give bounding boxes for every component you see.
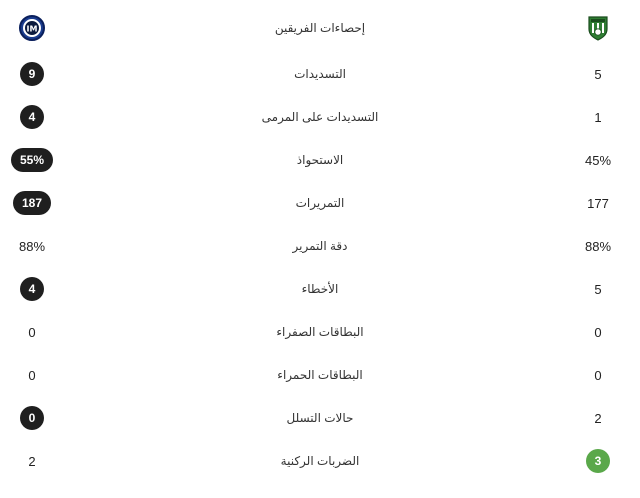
svg-text:IM: IM bbox=[26, 24, 38, 33]
inter-crest-icon bbox=[19, 15, 45, 41]
away-stat-value: 177 bbox=[587, 195, 609, 211]
away-stat-badge: 3 bbox=[586, 449, 610, 473]
away-stat-value: 2 bbox=[594, 410, 602, 426]
stat-row bbox=[0, 355, 640, 395]
stat-row bbox=[0, 398, 640, 438]
inter-monogram-icon bbox=[26, 23, 38, 33]
home-stat-cell bbox=[0, 97, 64, 137]
stat-label: حالات التسلل bbox=[286, 411, 354, 425]
sassuolo-crest-icon bbox=[587, 15, 609, 41]
home-stat-value: 2 bbox=[28, 453, 36, 469]
away-stat-cell bbox=[566, 97, 630, 137]
away-stat-cell bbox=[566, 226, 630, 266]
away-stat-value: 45% bbox=[584, 152, 612, 168]
away-stat-cell bbox=[566, 312, 630, 352]
home-stat-value: 0 bbox=[28, 367, 36, 383]
away-stat-value: 88% bbox=[584, 238, 612, 254]
home-stat-value: 0 bbox=[28, 324, 36, 340]
away-stat-cell bbox=[566, 269, 630, 309]
away-stat-cell bbox=[566, 140, 630, 180]
away-stat-cell bbox=[566, 183, 630, 223]
home-stat-cell bbox=[0, 441, 64, 481]
stat-row bbox=[0, 97, 640, 137]
stat-row bbox=[0, 441, 640, 481]
stat-row bbox=[0, 183, 640, 223]
home-stat-cell bbox=[0, 269, 64, 309]
away-stat-value: 5 bbox=[594, 66, 602, 82]
stats-title: إحصاءات الفريقين bbox=[274, 21, 366, 35]
home-stat-badge: 9 bbox=[20, 62, 44, 86]
away-stat-cell bbox=[566, 441, 630, 481]
away-team-logo bbox=[566, 8, 630, 48]
stat-label: البطاقات الحمراء bbox=[277, 368, 363, 382]
stat-label: الضربات الركنية bbox=[280, 454, 360, 468]
stats-header-row bbox=[0, 8, 640, 48]
stat-row bbox=[0, 226, 640, 266]
home-stat-value: 88% bbox=[18, 238, 46, 254]
home-stat-cell bbox=[0, 355, 64, 395]
stat-label: دقة التمرير bbox=[292, 239, 348, 253]
away-stat-value: 0 bbox=[594, 324, 602, 340]
away-stat-cell bbox=[566, 398, 630, 438]
stat-label: الاستحواذ bbox=[296, 153, 344, 167]
home-stat-cell bbox=[0, 398, 64, 438]
home-stat-badge: 4 bbox=[20, 105, 44, 129]
home-stat-badge: 4 bbox=[20, 277, 44, 301]
away-stat-cell bbox=[566, 54, 630, 94]
stat-label: التمريرات bbox=[295, 196, 345, 210]
stat-row bbox=[0, 312, 640, 352]
stat-row bbox=[0, 269, 640, 309]
home-stat-cell bbox=[0, 226, 64, 266]
home-stat-cell bbox=[0, 312, 64, 352]
away-stat-value: 5 bbox=[594, 281, 602, 297]
home-stat-badge: 0 bbox=[20, 406, 44, 430]
away-stat-cell bbox=[566, 355, 630, 395]
home-stat-badge: 187 bbox=[13, 191, 51, 215]
home-stat-cell bbox=[0, 140, 64, 180]
stat-label: البطاقات الصفراء bbox=[276, 325, 364, 339]
stat-row bbox=[0, 54, 640, 94]
home-stat-badge: 55% bbox=[11, 148, 53, 172]
stat-label: الأخطاء bbox=[301, 282, 339, 296]
away-stat-value: 0 bbox=[594, 367, 602, 383]
stat-label: التسديدات bbox=[294, 67, 346, 81]
home-stat-cell bbox=[0, 54, 64, 94]
home-team-logo bbox=[0, 8, 64, 48]
away-stat-value: 1 bbox=[594, 109, 602, 125]
stat-label: التسديدات على المرمى bbox=[261, 110, 379, 124]
stat-row bbox=[0, 140, 640, 180]
home-stat-cell bbox=[0, 183, 64, 223]
